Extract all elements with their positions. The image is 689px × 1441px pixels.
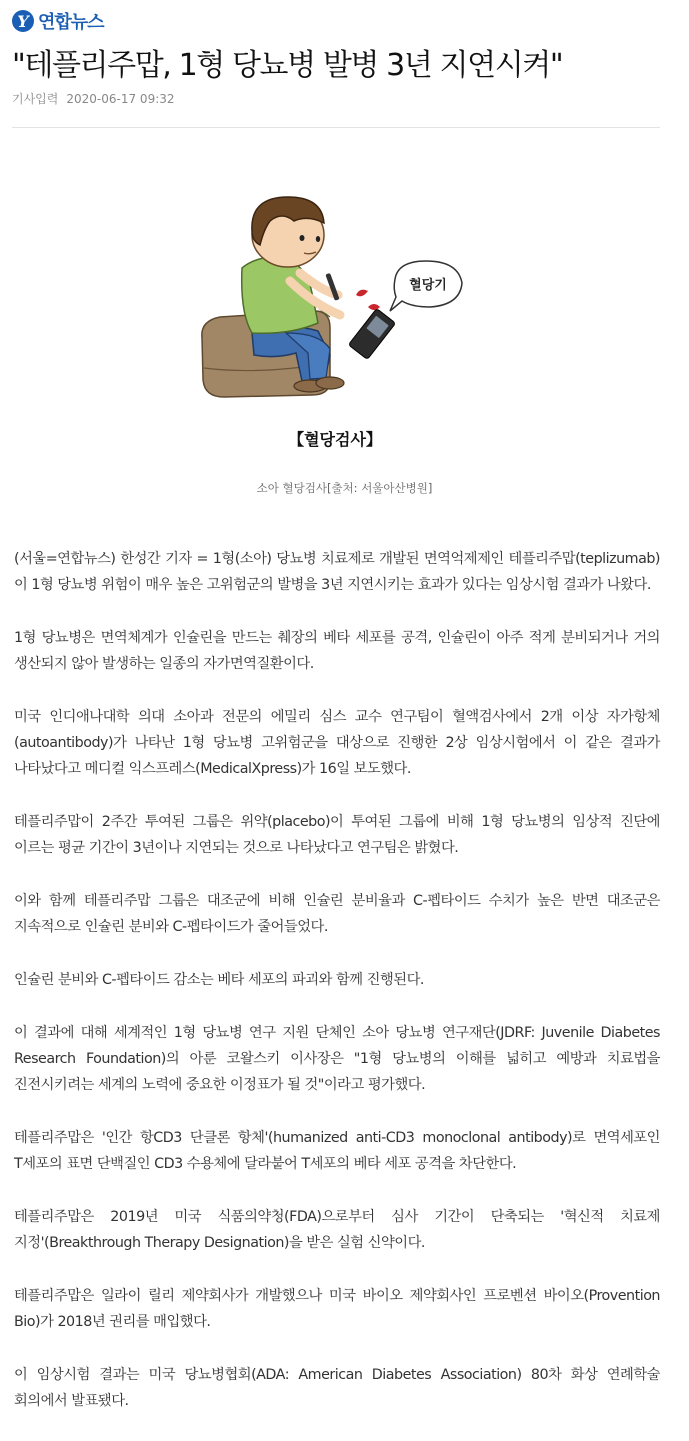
yonhap-logo-text: 연합뉴스 <box>38 12 104 33</box>
article-paragraph: 테플리주맙이 2주간 투여된 그룹은 위약(placebo)이 투여된 그룹에 비해 1형 당뇨병의 임상적 진단에 이르는 평균 기간이 3년이나 지연되는 것으로 나타났다고 연구팀은 밝혔다. <box>14 814 660 856</box>
article-body <box>14 546 660 1441</box>
child-head <box>252 197 324 267</box>
article-paragraph: (서울=연합뉴스) 한성간 기자 = 1형(소아) 당뇨병 치료제로 개발된 면역억제제인 테플리주맙(teplizumab)이 1형 당뇨병 위험이 매우 높은 고위험군의 발병을 3년 지연시키는 효과가 있다는 임상시험 결과가 나왔다. <box>14 551 660 593</box>
speech-bubble <box>390 261 462 311</box>
article-meta <box>12 90 175 107</box>
figure-banner: 【혈당검사】 <box>288 430 382 449</box>
figure-caption: 소아 혈당검사[출처: 서울아산병원] <box>256 481 433 495</box>
blood-test-illustration <box>190 183 480 458</box>
article-paragraph: 테플리주맙은 '인간 항CD3 단클론 항체'(humanized anti-CD3 monoclonal antibody)로 면역세포인 T세포의 표면 단백질인 CD3 수용체에 달라붙어 T세포의 베타 세포 공격을 차단한다. <box>14 1130 660 1172</box>
published-label: 기사입력 <box>12 92 59 106</box>
blood-drops <box>356 290 380 310</box>
article-paragraph: 미국 인디애나대학 의대 소아과 전문의 에밀리 심스 교수 연구팀이 혈액검사에서 2개 이상 자가항체(autoantibody)가 나타난 1형 당뇨병 고위험군을 대상으로 진행한 2상 임상시험에서 이 같은 결과가 나타났다고 메디컬 익스프레스(MedicalXpress)가 16일 보도했다. <box>14 709 660 777</box>
article-paragraph: 인슐린 분비와 C-펩타이드 감소는 베타 세포의 파괴와 함께 진행된다. <box>14 972 424 988</box>
article-headline: "테플리주맙, 1형 당뇨병 발병 3년 지연시켜" <box>12 48 563 83</box>
article-paragraph: 이 임상시험 결과는 미국 당뇨병협회(ADA: American Diabetes Association) 80차 화상 연례학술 회의에서 발표됐다. <box>14 1367 660 1409</box>
yonhap-logo-icon: Y <box>12 10 34 32</box>
article-paragraph: 테플리주맙은 일라이 릴리 제약회사가 개발했으나 미국 바이오 제약회사인 프로벤션 바이오(Provention Bio)가 2018년 권리를 매입했다. <box>14 1288 660 1330</box>
article-paragraph: 테플리주맙은 2019년 미국 식품의약청(FDA)으로부터 심사 기간이 단축되는 '혁신적 치료제 지정'(Breakthrough Therapy Designation)을 받은 실험 신약이다. <box>14 1209 660 1251</box>
header-divider <box>12 127 660 128</box>
yonhap-logo[interactable] <box>12 8 104 34</box>
article-paragraph: 1형 당뇨병은 면역체계가 인슐린을 만드는 췌장의 베타 세포를 공격, 인슐린이 아주 적게 분비되거나 거의 생산되지 않아 발생하는 일종의 자가면역질환이다. <box>14 630 660 672</box>
article-paragraph: 이와 함께 테플리주맙 그룹은 대조군에 비해 인슐린 분비율과 C-펩타이드 수치가 높은 반면 대조군은 지속적으로 인슐린 분비와 C-펩타이드가 줄어들었다. <box>14 893 660 935</box>
child-torso <box>242 257 330 333</box>
glucometer-icon <box>348 308 395 359</box>
bubble-text: 혈당기 <box>409 278 447 293</box>
article-paragraph: 이 결과에 대해 세계적인 1형 당뇨병 연구 지원 단체인 소아 당뇨병 연구재단(JDRF: Juvenile Diabetes Research Foundation)의 아룬 코왈스키 이사장은 "1형 당뇨병의 이해를 넓히고 예방과 치료법을 진전시키려는 세계의 노력에 중요한 이정표가 될 것"이라고 평가했다. <box>14 1025 660 1093</box>
published-date: 2020-06-17 09:32 <box>66 92 175 106</box>
